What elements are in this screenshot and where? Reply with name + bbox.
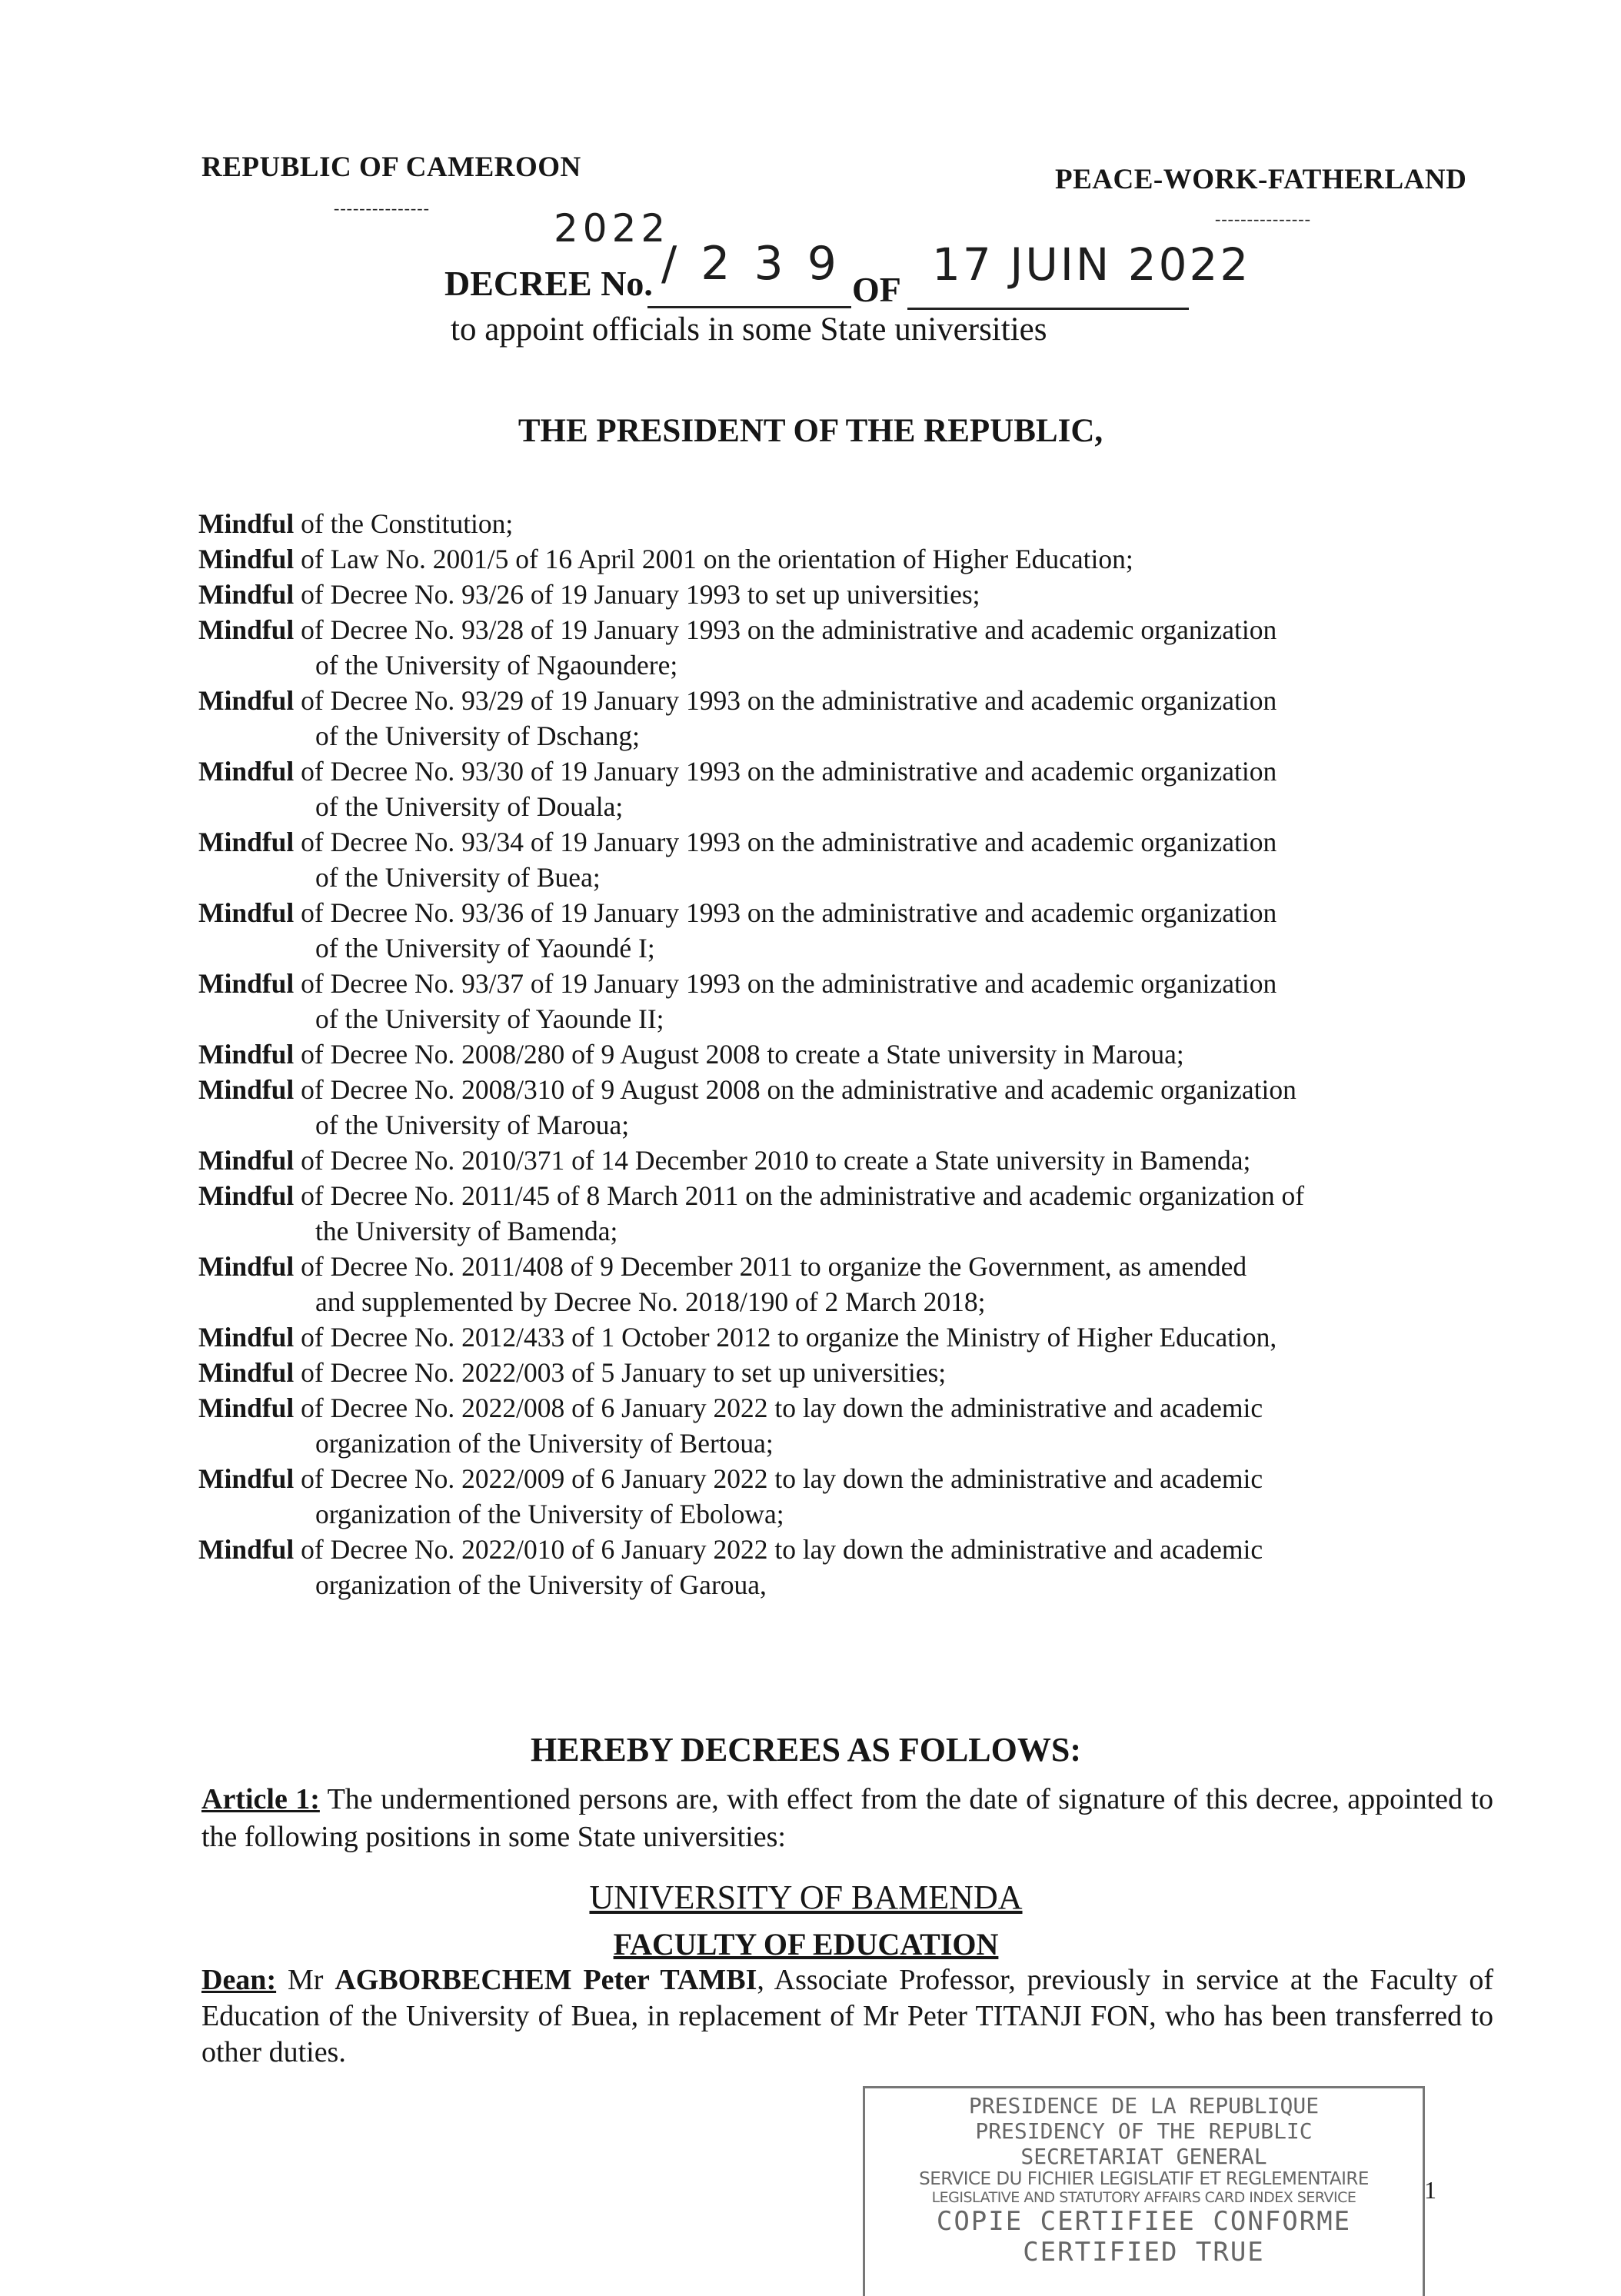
- decree-label: DECREE No.: [444, 264, 653, 303]
- faculty-heading: FACULTY OF EDUCATION: [613, 1927, 999, 1962]
- stamp-line-3: SECRETARIAT GENERAL: [1020, 2144, 1267, 2169]
- dean-title: Mr: [276, 1964, 335, 1996]
- decree-number-line: [647, 306, 851, 308]
- mindful-text: of Decree No. 2022/003 of 5 January to set up universities;: [301, 1357, 947, 1388]
- mindful-item: [198, 1319, 1521, 1355]
- mindful-keyword: Mindful: [198, 1463, 295, 1494]
- mindful-text: of the Constitution;: [301, 508, 514, 539]
- mindful-item: [198, 683, 1521, 754]
- mindful-keyword: Mindful: [198, 897, 295, 928]
- mindful-text: of Decree No. 93/26 of 19 January 1993 to set up universities;: [301, 579, 980, 610]
- mindful-item: [198, 1249, 1521, 1319]
- mindful-continuation: organization of the University of Bertoua;: [315, 1428, 774, 1459]
- mindful-continuation: and supplemented by Decree No. 2018/190 of 2 March 2018;: [315, 1286, 986, 1317]
- mindful-item: [198, 612, 1521, 683]
- mindful-continuation: of the University of Ngaoundere;: [315, 650, 678, 680]
- mindful-text: of Decree No. 93/37 of 19 January 1993 on the administrative and academic organization: [301, 968, 1277, 999]
- mindful-continuation: of the University of Dschang;: [315, 720, 640, 751]
- mindful-text: of Decree No. 93/34 of 19 January 1993 on the administrative and academic organization: [301, 827, 1277, 857]
- mindful-item: [198, 966, 1521, 1037]
- mindful-keyword: Mindful: [198, 614, 295, 645]
- decrees-heading: HEREBY DECREES AS FOLLOWS:: [531, 1731, 1081, 1769]
- dean-label: Dean:: [201, 1964, 277, 1996]
- mindful-keyword: Mindful: [198, 1322, 295, 1353]
- mindful-text: of Decree No. 2011/45 of 8 March 2011 on the administrative and academic organization of: [301, 1180, 1305, 1211]
- mindful-text: of Decree No. 2008/310 of 9 August 2008 on the administrative and academic organization: [301, 1074, 1296, 1105]
- mindful-keyword: Mindful: [198, 1251, 295, 1282]
- university-heading: UNIVERSITY OF BAMENDA: [589, 1878, 1023, 1916]
- dean-text: , Associate Professor, previously in service at the Faculty of Education of the University of Buea, in replacement of Mr Peter TITANJI FON, who has been transferred to other duties.: [201, 1964, 1494, 2068]
- article-1-text: The undermentioned persons are, with effect from the date of signature of this decree, appointed to the following positions in some State universities:: [201, 1783, 1494, 1853]
- mindful-continuation: of the University of Yaoundé I;: [315, 933, 655, 963]
- dean-name: AGBORBECHEM Peter TAMBI: [335, 1964, 757, 1996]
- country-motto: PEACE-WORK-FATHERLAND: [1055, 164, 1467, 195]
- mindful-item: [198, 895, 1521, 966]
- mindful-continuation: organization of the University of Garoua,: [315, 1569, 767, 1600]
- mindful-list: [198, 506, 1521, 1602]
- mindful-continuation: of the University of Buea;: [315, 862, 601, 893]
- decree-subject: to appoint officials in some State universities: [451, 311, 1047, 348]
- mindful-text: of Decree No. 2011/408 of 9 December 2011 to organize the Government, as amended: [301, 1251, 1247, 1282]
- mindful-keyword: Mindful: [198, 544, 295, 574]
- handwritten-number: / 2 3 9: [661, 237, 841, 291]
- mindful-item: [198, 577, 1521, 612]
- mindful-text: of Decree No. 93/28 of 19 January 1993 on the administrative and academic organization: [301, 614, 1277, 645]
- stamp-line-4: SERVICE DU FICHIER LEGISLATIF ET REGLEMENTAIRE: [919, 2169, 1369, 2189]
- mindful-keyword: Mindful: [198, 508, 295, 539]
- article-1: [201, 1781, 1493, 1856]
- mindful-keyword: Mindful: [198, 968, 295, 999]
- mindful-keyword: Mindful: [198, 1074, 295, 1105]
- mindful-keyword: Mindful: [198, 1393, 295, 1423]
- mindful-text: of Decree No. 93/36 of 19 January 1993 on the administrative and academic organization: [301, 897, 1277, 928]
- mindful-continuation: of the University of Douala;: [315, 791, 624, 822]
- mindful-item: [198, 1390, 1521, 1461]
- mindful-item: [198, 506, 1521, 541]
- mindful-text: of Decree No. 2008/280 of 9 August 2008 to create a State university in Maroua;: [301, 1039, 1184, 1070]
- mindful-text: of Decree No. 2022/008 of 6 January 2022 to lay down the administrative and academic: [301, 1393, 1263, 1423]
- page-number: 1: [1424, 2176, 1436, 2204]
- mindful-item: [198, 1037, 1521, 1072]
- mindful-text: of Decree No. 93/29 of 19 January 1993 on the administrative and academic organization: [301, 685, 1277, 716]
- mindful-item: [198, 824, 1521, 895]
- mindful-keyword: Mindful: [198, 1039, 295, 1070]
- stamp-line-1: PRESIDENCE DE LA REPUBLIQUE: [968, 2093, 1320, 2118]
- country-name: REPUBLIC OF CAMEROON: [201, 151, 581, 183]
- stamp-line-5: LEGISLATIVE AND STATUTORY AFFAIRS CARD INDEX SERVICE: [931, 2189, 1356, 2206]
- mindful-keyword: Mindful: [198, 685, 295, 716]
- mindful-keyword: Mindful: [198, 1180, 295, 1211]
- header-divider-right: ---------------: [1215, 209, 1311, 228]
- mindful-item: [198, 1532, 1521, 1602]
- of-label: OF: [852, 270, 901, 309]
- president-heading: THE PRESIDENT OF THE REPUBLIC,: [518, 413, 1103, 449]
- mindful-continuation: of the University of Maroua;: [315, 1110, 630, 1140]
- mindful-item: [198, 1143, 1521, 1178]
- dean-appointment: [201, 1962, 1493, 2071]
- mindful-keyword: Mindful: [198, 1357, 295, 1388]
- mindful-keyword: Mindful: [198, 756, 295, 787]
- mindful-item: [198, 1461, 1521, 1532]
- stamp-line-7: CERTIFIED TRUE: [1023, 2237, 1265, 2268]
- header-divider-left: ---------------: [334, 198, 430, 218]
- mindful-text: of Law No. 2001/5 of 16 April 2001 on the orientation of Higher Education;: [301, 544, 1133, 574]
- mindful-continuation: of the University of Yaounde II;: [315, 1003, 664, 1034]
- mindful-text: of Decree No. 2010/371 of 14 December 2010 to create a State university in Bamenda;: [301, 1145, 1251, 1176]
- handwritten-year: 2022: [554, 206, 671, 251]
- mindful-text: of Decree No. 2012/433 of 1 October 2012 to organize the Ministry of Higher Education,: [301, 1322, 1277, 1353]
- mindful-text: of Decree No. 93/30 of 19 January 1993 on the administrative and academic organization: [301, 756, 1277, 787]
- mindful-text: of Decree No. 2022/009 of 6 January 2022 to lay down the administrative and academic: [301, 1463, 1263, 1494]
- mindful-text: of Decree No. 2022/010 of 6 January 2022 to lay down the administrative and academic: [301, 1534, 1263, 1565]
- stamp-line-2: PRESIDENCY OF THE REPUBLIC: [975, 2118, 1313, 2144]
- mindful-keyword: Mindful: [198, 1534, 295, 1565]
- mindful-item: [198, 754, 1521, 824]
- mindful-item: [198, 541, 1521, 577]
- stamp-line-6: COPIE CERTIFIEE CONFORME: [936, 2206, 1352, 2237]
- mindful-keyword: Mindful: [198, 827, 295, 857]
- mindful-keyword: Mindful: [198, 579, 295, 610]
- article-1-label: Article 1:: [201, 1783, 320, 1815]
- mindful-continuation: organization of the University of Ebolowa;: [315, 1499, 784, 1529]
- date-line: [907, 308, 1189, 310]
- mindful-item: [198, 1178, 1521, 1249]
- certified-copy-stamp: [863, 2086, 1425, 2296]
- mindful-keyword: Mindful: [198, 1145, 295, 1176]
- mindful-item: [198, 1355, 1521, 1390]
- mindful-continuation: the University of Bamenda;: [315, 1216, 618, 1246]
- date-stamp: 17 JUIN 2022: [932, 238, 1251, 291]
- mindful-item: [198, 1072, 1521, 1143]
